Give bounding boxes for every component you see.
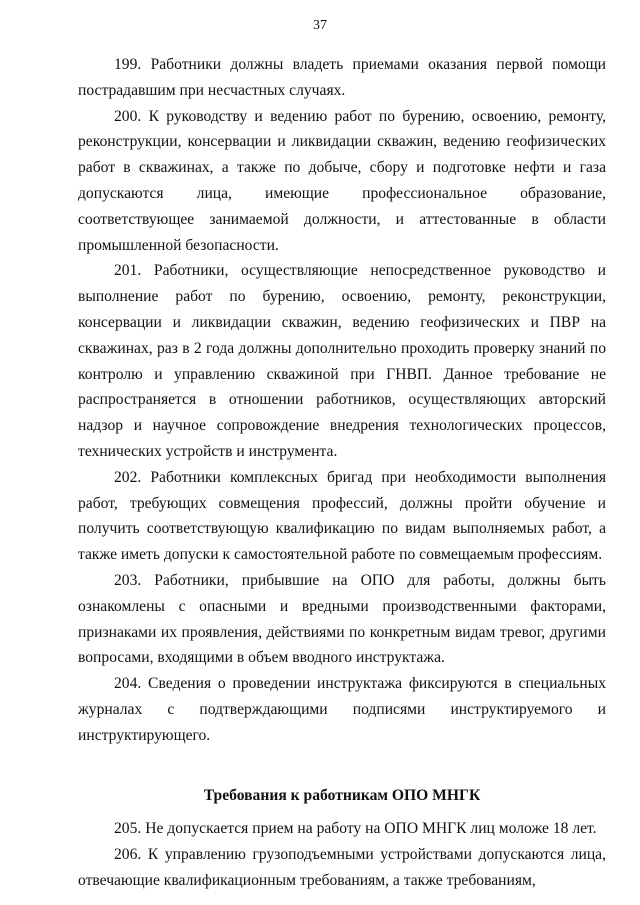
page-number: 37 [313,18,327,33]
paragraph-200: 200. К руководству и ведению работ по бурению, освоению, ремонту, реконструкции, консервации и ликвидации скважин, ведению геофизических работ в скважинах, а также по добыче, сбору и подготовке нефти и газа допускаются лица, имеющие профессиональное образование, соответствующее занимаемой должности, и аттестованные в области промышленной безопасности. [78,107,606,254]
paragraph-205: 205. Не допускается прием на работу на ОПО МНГК лиц моложе 18 лет. [114,820,597,838]
paragraph-206: 206. К управлению грузоподъемными устройствами допускаются лица, отвечающие квалификационным требованиям, а также требованиям, [78,846,606,889]
document-body [78,52,606,894]
paragraph-199: 199. Работники должны владеть приемами оказания первой помощи пострадавшим при несчастных случаях. [78,56,606,99]
section-heading: Требования к работникам ОПО МНГК [203,786,481,804]
paragraph-204: 204. Сведения о проведении инструктажа фиксируются в специальных журналах с подтверждающими подписями инструктируемого и инструктирующего. [78,675,606,744]
paragraph-203: 203. Работники, прибывшие на ОПО для работы, должны быть ознакомлены с опасными и вредными производственными факторами, признаками их проявления, действиями по конкретным видам тревог, другими вопросами, входящими в объем вводного инструктажа. [78,571,606,667]
paragraph-202: 202. Работники комплексных бригад при необходимости выполнения работ, требующих совмещения профессий, должны пройти обучение и получить соответствующую квалификацию по видам выполняемых работ, а также иметь допуски к самостоятельной работе по совмещаемым профессиям. [78,468,606,564]
paragraph-201: 201. Работники, осуществляющие непосредственное руководство и выполнение работ по бурению, освоению, ремонту, реконструкции, консервации и ликвидации скважин, ведению геофизических и ПВР на скважинах, раз в 2 года должны дополнительно проходить проверку знаний по контролю и управлению скважиной при ГНВП. Данное требование не распространяется в отношении работников, осуществляющих авторский надзор и научное сопровождение внедрения технологических процессов, технических устройств и инструмента. [78,262,606,460]
